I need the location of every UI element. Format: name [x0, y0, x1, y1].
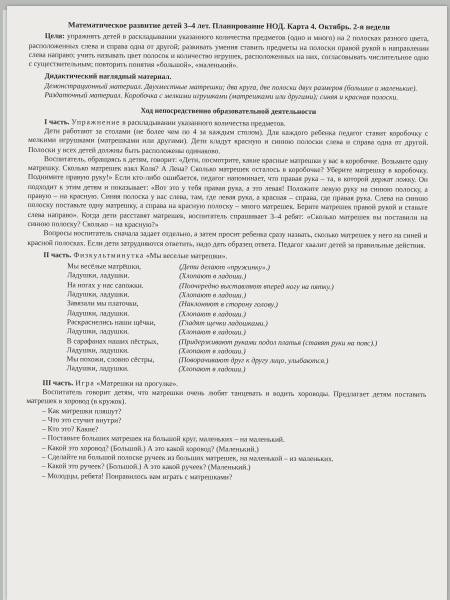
poem-action: (Хлопают в ладоши.)	[178, 345, 246, 356]
part1-name: Упражнение	[71, 116, 121, 127]
document-content	[26, 20, 429, 483]
document-page	[7, 6, 447, 600]
dialogue-line: – Молодцы, ребята! Понравилось вам играть с матрешками?	[41, 470, 233, 482]
poem-line: В сарафанах наших пёстрых,	[66, 335, 159, 346]
part1-paragraph-3: Вопросы воспитатель сначала задает отдельно, а затем просит ребенка сразу назвать, сколько матрешек у него на синей и красной полосках. Если дети затрудняются ответить, надо дать образец ответа. Педагог хвалит детей за правильные действия.	[27, 228, 428, 250]
part1-label: I часть.	[44, 116, 70, 126]
poem-line: Ладушки, ладушки.	[67, 270, 130, 281]
goals-label: Цели:	[44, 31, 65, 41]
part3-lead: «Матрешки на прогулке».	[96, 378, 179, 388]
poem-action: (Хлопают в ладоши.)	[179, 290, 246, 300]
poem-action: (Хлопают в ладоши.)	[178, 327, 246, 337]
materials-heading: Дидактический наглядный материал.	[44, 71, 172, 82]
poem-line: Ладушки, ладушки.	[66, 307, 130, 318]
poem-action: (Хлопают в ладоши.)	[178, 308, 246, 319]
document-title: Математическое развитие детей 3–4 лет. Планирование НОД. Карта 4. Октябрь. 2-я недели	[67, 20, 390, 32]
poem-line: Ладушки, ладушки.	[66, 326, 130, 336]
activity-title: Ход непосредственно образовательной деятельности	[140, 106, 317, 117]
dialogue-line: – Как матрешки пляшут?	[42, 405, 122, 416]
part1-paragraph-1: Дети работают за столами (не более чем по 4 за каждым столом). Для каждого ребенка педагог ставит коробочку с мелкими игрушками (матрешками или другими). Дети кладут красную и синюю полоски слева и справа одна от другой. Полоски у всех детей должны быть расположены одинаково.	[28, 126, 429, 155]
goals-paragraph	[29, 31, 429, 71]
poem-action: (Поочередно выставляют вперед ногу на пятку.)	[179, 280, 334, 291]
poem-action: (Хлопают в ладоши.)	[178, 364, 246, 374]
dialogue-line: – Кто это? Какие?	[42, 424, 99, 434]
poem-action: (Придерживают руками подол платья (ставят руки на пояс).)	[178, 336, 378, 347]
part3-label: III часть.	[42, 377, 74, 388]
poem-action: (Поворачивают друг к другу лицо, улыбаются.)	[178, 355, 329, 366]
poem-action: (Дети делают «пружинку».)	[179, 262, 270, 272]
poem	[67, 261, 428, 375]
poem-row	[67, 364, 427, 376]
poem-action: (Гладят щечки ладошками.)	[178, 317, 268, 328]
materials-demo: Демонстрационный материал. Двухместные матрешки; два круга, две полоски двух размеров (большие и маленькие).	[44, 80, 418, 93]
poem-action: (Хлопают в ладоши.)	[179, 271, 247, 281]
part2-lead: «Мы веселые матрешки».	[146, 250, 228, 261]
goals-text: упражнять детей в раскладывании указанного количества предметов (одно и много) на 2 полосках разного цвета, расположенных слева и справа одна от другой; развивать умения ставить предметы на полоски правой рукой в направлении слева направо; учить называть цвет полосок и количество игрушек, расположенных на них, согласовывать числительное одно с существительным; повторить понятия «большой», «маленький».	[28, 31, 429, 70]
dialogue-line: – Какой это хоровод? (Большой.) А это какой хоровод? (Маленький.)	[41, 442, 259, 454]
poem-line: Завязали мы платочки,	[66, 298, 139, 309]
part2-label: II часть.	[43, 249, 72, 260]
part2-name: Физкультминутка	[73, 250, 145, 260]
part2-heading	[27, 250, 427, 262]
dialogue-line: – Сделайте на большой полоске ручеек из больших матрешек, на маленькой – из маленьких.	[41, 452, 334, 464]
poem-line: Раскраснелись наши щёчки,	[66, 317, 156, 327]
dialogue-line: – Поставьте больших матрешек на большой круг, маленьких – на маленький.	[42, 433, 285, 445]
poem-line: Мы похожи, словно сёстры,	[66, 354, 155, 364]
part1-paragraph-2: Воспитатель, обращаясь к детям, говорит: «Дети, посмотрите, какие красные матрешки у вас в коробочке. Возьмите одну матрешку. Сколько матрешек взял Коля? А Лена? Сколько матрешек осталось в коробочке? Уберите матрешку в коробочку. Поднимите правую руку!» Если кто-либо ошибается, педагог напоминает, что правая рука – та, в которой держат ложку. Он подходит к этим детям и показывает: «Вот это у тебя правая рука, а это левая! Положите левую руку на синюю полоску, а правую – на красную. Синяя полоска у вас слева, там, где левая рука, а красная – справа, где правая рука. Слева на синюю полоску поставьте одну матрешку, а справа на красную полоску – много матрешек. Берите матрешек правой рукой и ставьте слева направо». Когда дети расставят матрешек, воспитатель спрашивает 3–4 ребят: «Сколько матрешек вы поставили на синюю полоску? Сколько – на красную?»	[27, 153, 429, 229]
materials-handout: Раздаточный материал. Коробочка с мелкими игрушками (матрешками или другими); синяя и красная полоски.	[44, 90, 399, 102]
poem-action: (Наклоняют в сторону голову.)	[178, 299, 278, 310]
dialogue-line: – Что это стучит внутри?	[42, 414, 122, 425]
poem-line: На ногах у нас сапожки.	[67, 279, 144, 290]
poem-line: Ладушки, ладушки.	[66, 345, 129, 355]
dialogue-line: – Какой это ручеек? (Большой.) А это какой ручеек? (Маленький.)	[41, 461, 251, 472]
poem-line: Ладушки, ладушки.	[66, 363, 129, 374]
part3-intro: Воспитатель говорит детям, что матрешки очень любят танцевать и водить хороводы. Предлагает детям поставить матрешек в хоровод (в кружок).	[26, 387, 427, 406]
poem-line: Ладушки, ладушки.	[67, 289, 130, 299]
part3-name: Игра	[75, 378, 95, 388]
poem-line: Мы весёлые матрёшки,	[67, 261, 142, 271]
part1-lead: в раскладывании указанного количества предметов.	[122, 117, 286, 128]
